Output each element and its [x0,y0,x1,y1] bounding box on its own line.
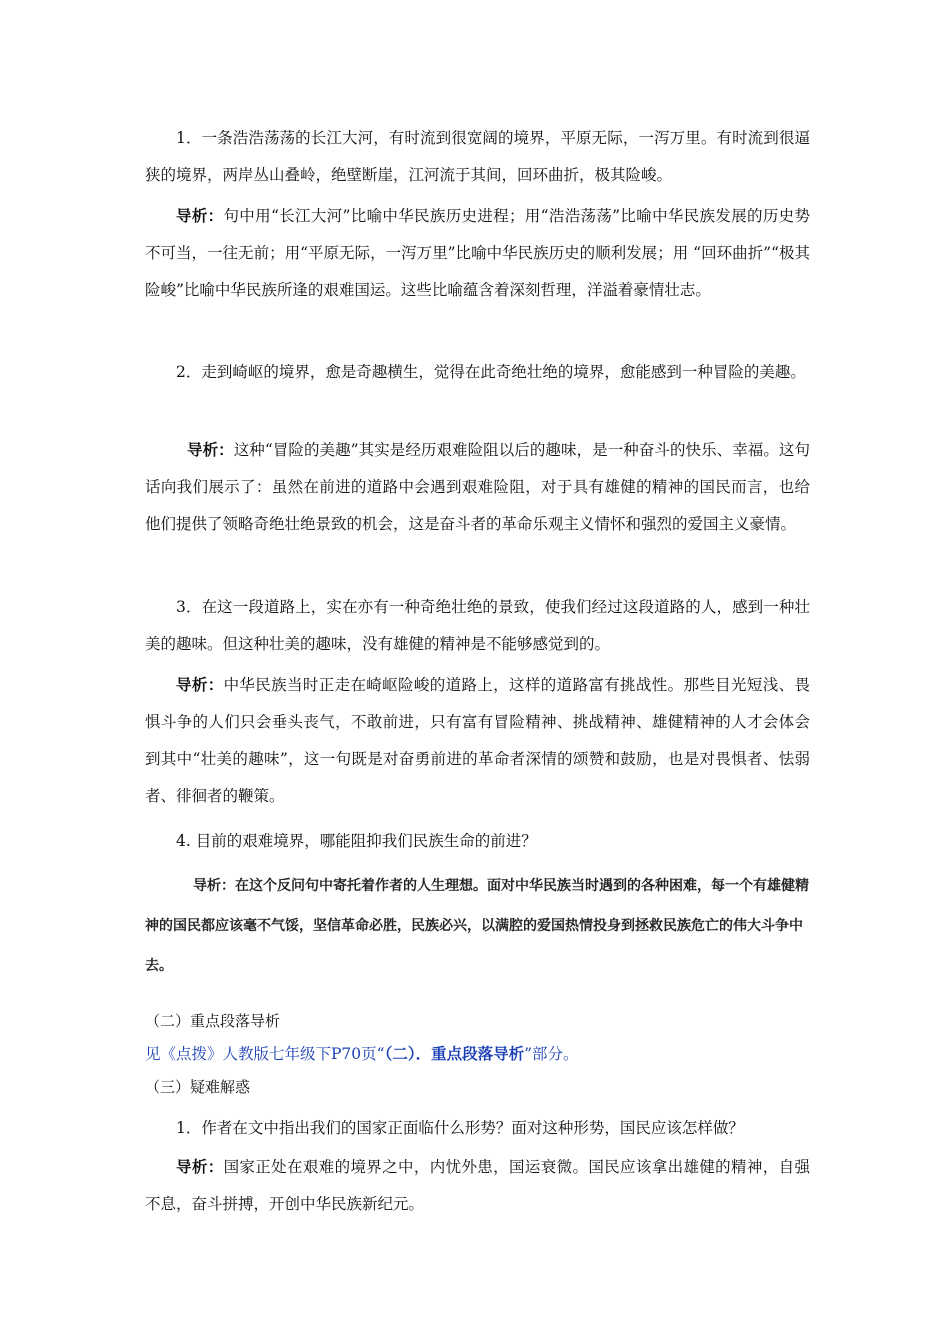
reference-tail: ”部分。 [524,1045,579,1063]
analysis-3 [145,667,810,815]
section-3-title: （三）疑难解惑 [145,1078,251,1096]
section-2-heading [145,1009,280,1033]
analysis-3-label: 导析： [176,676,224,694]
sentence-2-text: 2．走到崎岖的境界，愈是奇趣横生，觉得在此奇绝壮绝的境界，愈能感到一种冒险的美趣。 [176,363,806,381]
sentence-1-text: 1．一条浩浩荡荡的长江大河，有时流到很宽阔的境界，平原无际，一泻万里。有时流到很逼狭的境界，两岸丛山叠岭，绝壁断崖，江河流于其间，回环曲折，极其险峻。 [145,129,810,184]
sentence-2 [145,354,810,391]
question-1 [145,1110,810,1147]
analysis-2 [145,432,810,543]
section-3-heading [145,1075,250,1099]
section-2-title: （二）重点段落导析 [145,1012,281,1030]
analysis-2-label: 导析： [187,441,234,459]
sentence-3-text: 3．在这一段道路上，实在亦有一种奇绝壮绝的景致，使我们经过这段道路的人，感到一种壮美的趣味。但这种壮美的趣味，没有雄健的精神是不能够感觉到的。 [145,598,810,653]
answer-1 [145,1149,810,1223]
question-1-text: 1．作者在文中指出我们的国家正面临什么形势？面对这种形势，国民应该怎样做？ [176,1119,744,1137]
sentence-4-text: 4. 目前的艰难境界，哪能阻抑我们民族生命的前进？ [176,832,537,850]
analysis-2-text: 这种“冒险的美趣”其实是经历艰难险阻以后的趣味，是一种奋斗的快乐、幸福。这句话向我们展示了：虽然在前进的道路中会遇到艰难险阻，对于具有雄健的精神的国民而言，也给他们提供了领略奇绝壮绝景致的机会，这是奋斗者的革命乐观主义情怀和强烈的爱国主义豪情。 [145,441,810,533]
reference-line [145,1042,579,1066]
reference-bold: （二）．重点段落导析 [384,1045,525,1063]
analysis-1-label: 导析： [176,207,224,225]
analysis-3-text: 中华民族当时正走在崎岖险峻的道路上，这样的道路富有挑战性。那些目光短浅、畏惧斗争的人们只会垂头丧气，不敢前进，只有富有冒险精神、挑战精神、雄健精神的人才会体会到其中“壮美的趣味”，这一句既是对奋勇前进的革命者深情的颂赞和鼓励，也是对畏惧者、怯弱者、徘徊者的鞭策。 [145,676,810,805]
sentence-4 [145,823,810,860]
sentence-1 [145,120,810,194]
answer-1-text: 国家正处在艰难的境界之中，内忧外患，国运衰微。国民应该拿出雄健的精神，自强不息，奋斗拼搏，开创中华民族新纪元。 [145,1158,810,1213]
sentence-3 [145,589,810,663]
scanned-analysis-4 [145,866,810,986]
scanned-analysis-4-text: 在这个反问句中寄托着作者的人生理想。面对中华民族当时遇到的各种困难，每一个有雄健精神的国民都应该毫不气馁，坚信革命必胜，民族必兴，以满腔的爱国热情投身到拯救民族危亡的伟大斗争中去。 [145,878,809,974]
reference-text: 见《点拨》人教版七年级下P70页“ [145,1045,385,1063]
analysis-1 [145,198,810,309]
scanned-analysis-4-label: 导析： [193,878,235,894]
analysis-1-text: 句中用“长江大河”比喻中华民族历史进程；用“浩浩荡荡”比喻中华民族发展的历史势不可当，一往无前；用“平原无际，一泻万里”比喻中华民族历史的顺利发展；用 “回环曲折”“极其险峻”比喻中华民族所逢的艰难国运。这些比喻蕴含着深刻哲理，洋溢着豪情壮志。 [145,207,810,299]
answer-1-label: 导析： [176,1158,224,1176]
